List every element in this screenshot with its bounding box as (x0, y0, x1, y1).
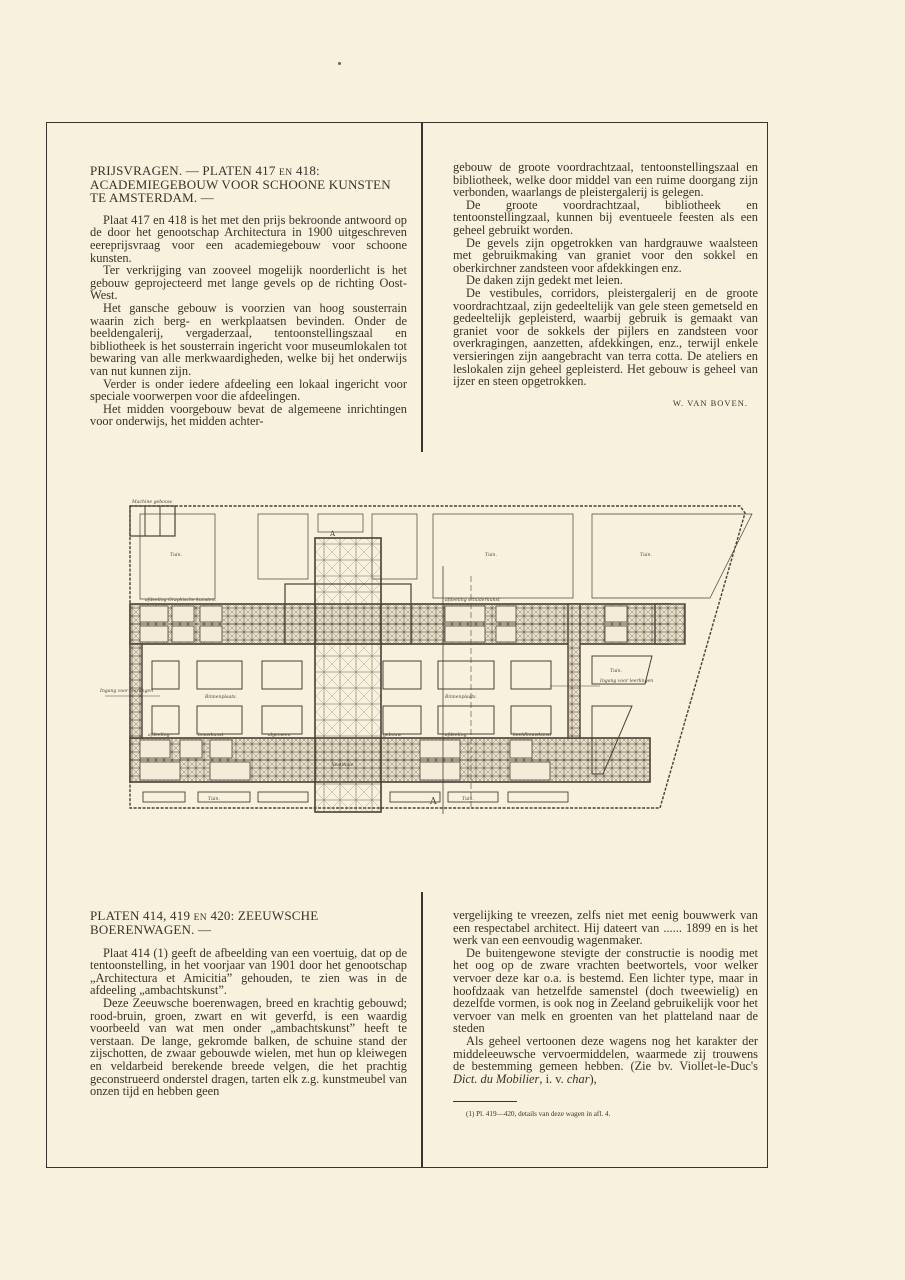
paragraph: Plaat 414 (1) geeft de afbeelding van een voertuig, dat op de tentoonstelling, in het voorjaar van 1901 door het genootschap „Architectura et Amicitia” gehouden, te zien was in de afdeeling „ambachtskunst”. (90, 945, 407, 998)
court-plot (262, 706, 302, 734)
label-tuin: Tuin. (208, 797, 220, 802)
court-plot (383, 661, 421, 689)
floor-plan-svg (100, 496, 760, 826)
paragraph: De groote voordrachtzaal, bibliotheek en tentoonstellingzaal, kunnen bij eventueele feesten als een geheel gebruikt worden. (453, 197, 758, 237)
paragraph: Het gansche gebouw is voorzien van hoog sousterrain waarin zich berg- en werkplaatsen bevinden. Onder de beeldengalerij, vergaderzaal, tentoonstellingszaal en bibliotheek is het sousterrain ingericht voor museumlokalen tot bewaring van alle merkwaardigheden, welke bij het onderwijs van nut kunnen zijn. (90, 301, 407, 379)
page-speck (338, 62, 341, 65)
paragraph: Als geheel vertoonen deze wagens nog het karakter der middeleeuwsche vervoermiddelen, waarmede zij trouwens de bestemming gemeen hebben. (Zie bv. Viollet-le-Duc's Dict. du Mobilier, i. v. char), (453, 1033, 758, 1086)
paragraph: De vestibules, corridors, pleistergalerij en de groote voordrachtzaal, zijn gedeeltelijk van gele steen gemetseld en gedeeltelijk gepleisterd, waarbij gebruik is gemaakt van graniet voor de sokkels der pijlers en zandsteen voor overkragingen, aanzetten, afdekkingen, enz., terwijl enkele versieringen zijn aangebracht van terra cotta. De ateliers en leslokalen zijn geheel gepleisterd. Het gebouw is geheel van ijzer en steen opgetrokken. (453, 285, 758, 389)
machine-building (130, 506, 175, 536)
paragraph: De daken zijn gedekt met leien. (466, 273, 623, 288)
citation-term: char (566, 1071, 590, 1086)
paragraph: Plaat 417 en 418 is het met den prijs bekroonde antwoord op de door het genootschap Architectura in 1900 uitgeschreven eereprijsvraag voor een academiegebouw voor schoone kunsten. (90, 212, 407, 265)
garden-top-5 (433, 514, 573, 598)
paragraph: De gevels zijn opgetrokken van hardgrauwe waalsteen met gebruikmaking van graniet voor den sokkel en oberkirchner zandsteen voor afdekkingen enz. (453, 235, 758, 275)
label-binnenplaats: Binnenplaats. (205, 695, 237, 700)
label-binnenplaats: Binnenplaats. (445, 695, 477, 700)
footnote: (1) Pl. 419—420, details van deze wagen in afl. 4. (466, 1110, 611, 1119)
label-tuin: Tuin. (610, 669, 622, 674)
label-ingang-left: Ingang voor leerlingen (100, 689, 154, 694)
author-signature: W. VAN BOVEN. (672, 397, 748, 408)
label-algemeen: algemeen (268, 733, 291, 738)
garden-top-2 (258, 514, 308, 579)
garden-top-3 (318, 514, 363, 532)
court-plot (511, 706, 551, 734)
article2-left-column (90, 910, 407, 1098)
court-plot (438, 706, 494, 734)
paragraph: Het midden voorgebouw bevat de algemeene inrichtingen voor onderwijs, het midden achter- (90, 401, 407, 429)
court-plot (152, 661, 179, 689)
label-gebouw: gebouw (383, 733, 402, 738)
label-section-a-top: A (330, 530, 336, 538)
paragraph: Deze Zeeuwsche boerenwagen, breed en krachtig gebouwd; rood-bruin, groen, zwart en wit geverfd, is een waardig voorbeeld van wat men onder „ambachtskunst” heeft te verstaan. De lange, gekromde balken, de schuine stand der zijschotten, de zwaar gebouwde wielen, met hun op kleiwegen en veldarbeid berekende breede velgen, die het prachtig geconstrueerd onderstel dragen, tarten elk z.g. kunstmeubel van onzen tijd en hebben geen (90, 995, 407, 1099)
label-tuin: Tuin. (462, 797, 474, 802)
label-machine: Machine gebouw. (132, 500, 173, 505)
court-plot (197, 706, 242, 734)
label-afdeeling: afdeeling (148, 733, 170, 738)
label-tuin: Tuin. (485, 553, 497, 558)
label-bouwkunst: bouwkunst (198, 733, 224, 738)
paragraph: gebouw de groote voordrachtzaal, tentoonstellingszaal en bibliotheek, welke door middel van een ruime doorgang zijn verbonden, waarlangs de pleistergalerij is gelegen. (453, 160, 758, 200)
article2-heading: PLATEN 414, 419 EN 420: ZEEUWSCHE BOERENWAGEN. — (90, 908, 319, 938)
court-plot (152, 706, 179, 734)
label-afdeeling: afdeeling (445, 733, 467, 738)
label-afd-schilder: afdeeling schilderkunst (445, 598, 500, 603)
article1-right-column (453, 161, 758, 409)
label-afd-graf: afdeeling Graphische kunsten. (145, 598, 217, 603)
court-plot (438, 661, 494, 689)
paragraph: Ter verkrijging van zooveel mogelijk noorderlicht is het gebouw geprojecteerd met lange gevels op de richting Oost-West. (90, 263, 407, 303)
article1-heading: PRIJSVRAGEN. — PLATEN 417 EN 418: ACADEMIEGEBOUW VOOR SCHOONE KUNSTEN TE AMSTERDAM. — (90, 163, 391, 205)
garden-top-right (592, 514, 752, 598)
article2-right-column (453, 909, 758, 1119)
court-plot (262, 661, 302, 689)
column-divider-top (421, 122, 423, 452)
court-plot (197, 661, 242, 689)
citation-title: Dict. du Mobilier (453, 1071, 540, 1086)
paragraph: Verder is onder iedere afdeeling een lokaal ingericht voor speciale voorwerpen voor die afdeelingen. (90, 376, 407, 404)
label-beeldhouwkunst: beeldhouwkunst (513, 733, 552, 738)
floor-plan-figure (100, 496, 760, 826)
court-plot (511, 661, 551, 689)
footnote-rule (453, 1101, 517, 1102)
central-gallery (315, 538, 381, 812)
court-plot (383, 706, 421, 734)
paragraph: vergelijking te vreezen, zelfs niet met eenig bouwwerk van een respectabel architect. Hij dateert van ...... 1899 en is het werk van een eenvoudig wagenmaker. (453, 908, 758, 948)
label-tuin: Tuin. (170, 553, 182, 558)
label-vestibule: Vestibule (332, 763, 354, 768)
label-tuin: Tuin. (640, 553, 652, 558)
article1-left-column (90, 165, 407, 428)
label-section-a: A (430, 797, 437, 807)
paragraph: De buitengewone stevigte der constructie is noodig met het oog op de zware vrachten beetwortels, voor welker vervoer deze kar o.a. is bestemd. Een lichter type, maar in hoofdzaak van hetzelfde samenstel (doch tweewielig) en dezelfde vormen, is ook nog in Zeeland gebruikelijk voor het vervoer van melk en groenten van het platteland naar de steden (453, 945, 758, 1036)
label-ingang-right: Ingang voor leerlingen (600, 679, 654, 684)
column-divider-bottom (421, 892, 423, 1168)
